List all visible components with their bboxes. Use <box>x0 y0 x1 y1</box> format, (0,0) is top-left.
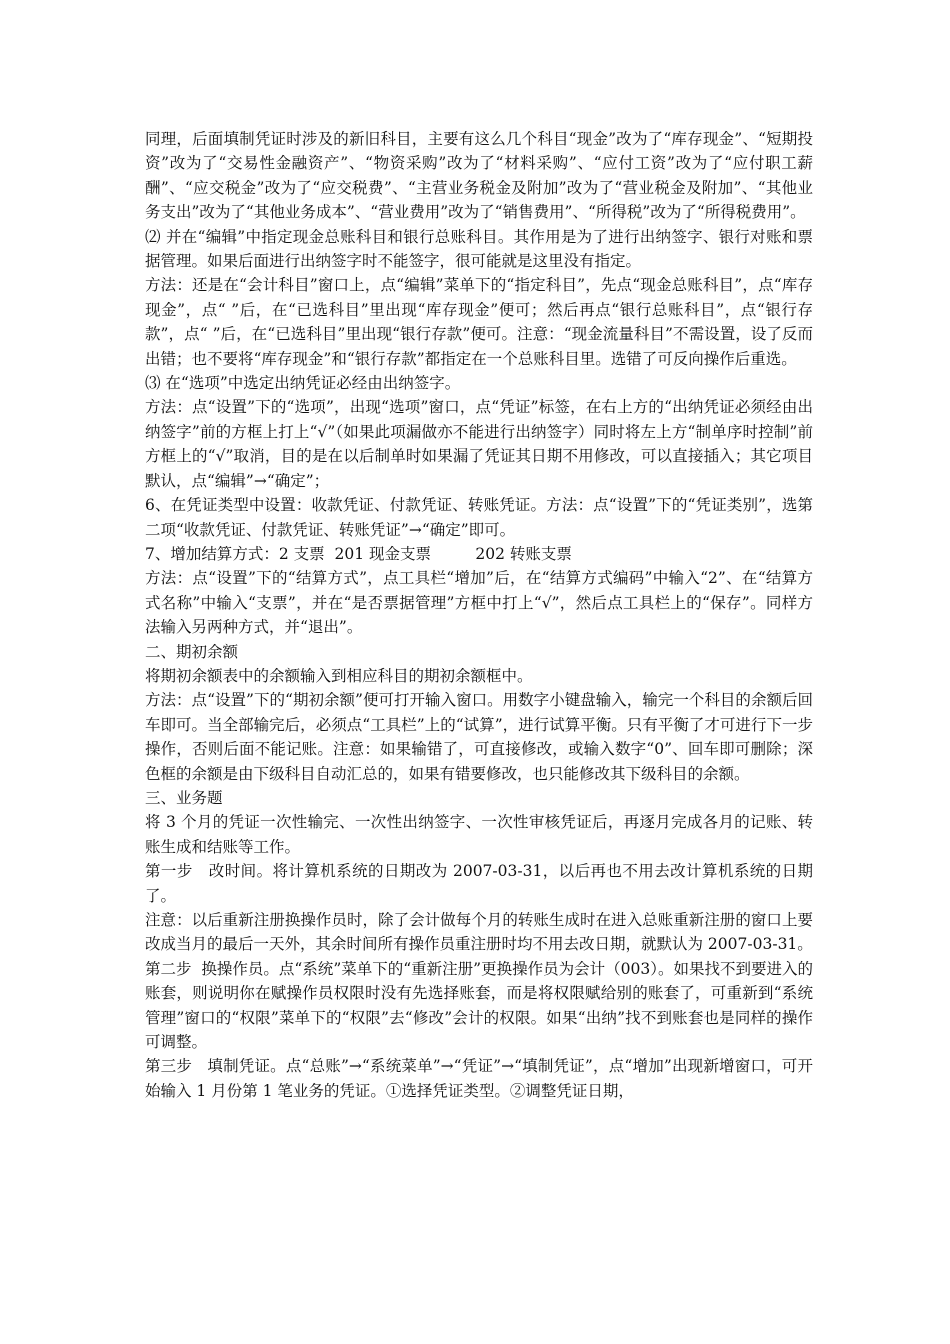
paragraph-specify-accounts-method: 方法：还是在“会计科目”窗口上，点“编辑”菜单下的“指定科目”，先点“现金总账科目”，点“库存现金”，点“ ”后，在“已选科目”里出现“库存现金”便可；然后再点“银行总账科目”，点“银行存款”，点“ ”后，在“已选科目”里出现“银行存款”便可。注意：“现金流量科目”不需设置，设了反而出错；也不要将“库存现金”和“银行存款”都指定在一个总账科目里。选错了可反向操作后重选。 <box>145 276 813 368</box>
paragraph-step-three: 第三步 填制凭证。点“总账”→“系统菜单”→“凭证”→“填制凭证”，点“增加”出现新增窗口，可开始输入 1 月份第 1 笔业务的凭证。①选择凭证类型。②调整凭证日期， <box>145 1057 813 1100</box>
document-body <box>145 127 813 1103</box>
paragraph-voucher-types: 6、在凭证类型中设置：收款凭证、付款凭证、转账凭证。方法：点“设置”下的“凭证类别”，选第二项“收款凭证、付款凭证、转账凭证”→“确定”即可。 <box>145 496 813 539</box>
paragraph-specify-accounts: ⑵ 并在“编辑”中指定现金总账科目和银行总账科目。其作用是为了进行出纳签字、银行对账和票据管理。如果后面进行出纳签字时不能签字，很可能就是这里没有指定。 <box>145 227 813 271</box>
paragraph-settlement-method-steps: 方法：点“设置”下的“结算方式”，点工具栏“增加”后，在“结算方式编码”中输入“2”、在“结算方式名称”中输入“支票”，并在“是否票据管理”方框中打上“√”，然后点工具栏上的“保存”。同样方法输入另两种方式，并“退出”。 <box>145 569 813 637</box>
paragraph-settlement-methods: 7、增加结算方式：2 支票 201 现金支票 202 转账支票 <box>145 544 572 563</box>
paragraph-options-method: 方法：点“设置”下的“选项”，出现“选项”窗口，点“凭证”标签，在右上方的“出纳凭证必须经由出纳签字”前的方框上打上“√”（如果此项漏做亦不能进行出纳签字）同时将左上方“制单序时控制”前方框上的“√”取消，目的是在以后制单时如果漏了凭证其日期不用修改，可以直接插入；其它项目默认，点“编辑”→“确定”； <box>145 398 813 490</box>
paragraph-step-one: 第一步 改时间。将计算机系统的日期改为 2007-03-31，以后再也不用去改计算机系统的日期了。 <box>145 862 813 905</box>
paragraph-cashier-signature-option: ⑶ 在“选项”中选定出纳凭证必经由出纳签字。 <box>145 374 461 393</box>
heading-opening-balance: 二、期初余额 <box>145 642 239 661</box>
paragraph-business-overview: 将 3 个月的凭证一次性输完、一次性出纳签字、一次性审核凭证后，再逐月完成各月的记账、转账生成和结账等工作。 <box>145 813 813 856</box>
paragraph-step-one-note: 注意：以后重新注册换操作员时，除了会计做每个月的转账生成时在进入总账重新注册的窗口上要改成当月的最后一天外，其余时间所有操作员重注册时均不用去改日期，就默认为 2007-03-31。 <box>145 911 813 954</box>
heading-business-exercises: 三、业务题 <box>145 788 223 807</box>
paragraph-step-two: 第二步 换操作员。点“系统”菜单下的“重新注册”更换操作员为会计（003）。如果找不到要进入的账套，则说明你在赋操作员权限时没有先选择账套，而是将权限赋给别的账套了，可重新到“系统管理”窗口的“权限”菜单下的“权限”去“修改”会计的权限。如果“出纳”找不到账套也是同样的操作可调整。 <box>145 959 813 1052</box>
paragraph-opening-balance-method: 方法：点“设置”下的“期初余额”便可打开输入窗口。用数字小键盘输入，输完一个科目的余额后回车即可。当全部输完后，必须点“工具栏”上的“试算”，进行试算平衡。只有平衡了才可进行下一步操作，否则后面不能记账。注意：如果输错了，可直接修改，或输入数字“0”、回车即可删除；深色框的余额是由下级科目自动汇总的，如果有错要修改，也只能修改其下级科目的余额。 <box>145 691 813 783</box>
paragraph-account-renames: 同理，后面填制凭证时涉及的新旧科目，主要有这么几个科目“现金”改为了“库存现金”、“短期投资”改为了“交易性金融资产”、“物资采购”改为了“材料采购”、“应付工资”改为了“应付职工薪酬”、“应交税金”改为了“应交税费”、“主营业务税金及附加”改为了“营业税金及附加”、“其他业务支出”改为了“其他业务成本”、“营业费用”改为了“销售费用”、“所得税”改为了“所得税费用”。 <box>145 130 813 222</box>
paragraph-opening-balance-intro: 将期初余额表中的余额输入到相应科目的期初余额框中。 <box>145 666 533 685</box>
